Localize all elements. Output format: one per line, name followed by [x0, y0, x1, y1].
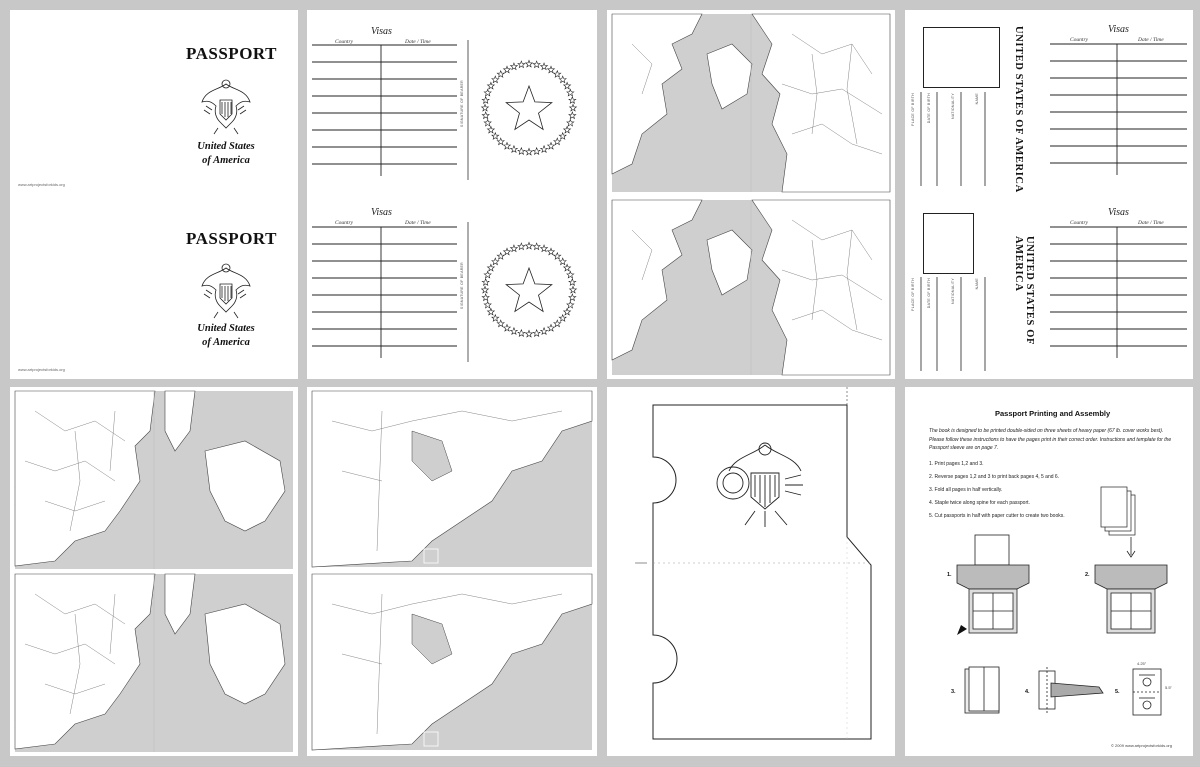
eagle-seal-icon — [715, 435, 813, 531]
world-map-top — [612, 14, 890, 192]
visa-col-country-id-top: Country — [1070, 37, 1089, 43]
ring-star-icon — [569, 112, 576, 119]
ring-star-icon — [526, 60, 533, 67]
ring-star-icon — [518, 243, 525, 250]
visa-col-date-top: Date / Time — [405, 39, 431, 45]
cover-country-line1: United States — [197, 141, 255, 152]
visa-col-date-id-top: Date / Time — [1138, 37, 1164, 43]
page-maps-c — [307, 387, 597, 756]
visa-col-date-bottom: Date / Time — [405, 220, 431, 226]
vertical-rule — [467, 40, 469, 180]
ring-star-icon — [482, 112, 489, 119]
ring-star-icon — [504, 66, 511, 73]
measure-height: 5.5" — [1165, 685, 1172, 690]
ring-star-icon — [564, 308, 571, 315]
ring-star-icon — [541, 63, 548, 70]
ring-star-icon — [484, 301, 491, 308]
ring-star-icon — [526, 242, 533, 249]
page-maps-b — [10, 387, 298, 756]
field-name-bottom: NAME — [975, 278, 979, 290]
page-id — [905, 10, 1193, 379]
cover-website-top: www.artprojectsforkids.org — [18, 182, 65, 187]
id-field-lines-top — [915, 92, 995, 188]
instruction-step: 3. Fold all pages in half vertically. — [929, 487, 1003, 493]
cover-country-top — [186, 140, 266, 168]
instructions-title: Passport Printing and Assembly — [995, 409, 1111, 418]
cover-country-bottom — [186, 322, 266, 350]
finished-passport-icon — [1131, 667, 1163, 717]
ring-star-icon — [482, 104, 489, 111]
ring-star-icon — [559, 76, 566, 83]
measure-width: 4.25" — [1137, 661, 1147, 666]
figure-number: 3. — [951, 689, 956, 695]
ring-star-icon — [554, 253, 561, 260]
ring-star-icon — [482, 279, 489, 286]
instruction-step: 5. Cut passports in half with paper cutter to create two books. — [929, 513, 1065, 519]
ring-star-icon — [559, 315, 566, 322]
ring-star-icon — [567, 89, 574, 96]
ring-star-icon — [541, 245, 548, 252]
ring-star-icon — [559, 133, 566, 140]
ring-star-icon — [564, 126, 571, 133]
id-field-lines-bottom — [915, 277, 995, 373]
copyright-text: © 2009 www.artprojectsforkids.org — [1111, 743, 1172, 748]
visa-col-date-id-bottom: Date / Time — [1138, 220, 1164, 226]
instruction-step: 1. Print pages 1,2 and 3. — [929, 461, 984, 467]
cover-country-line2: of America — [202, 155, 250, 166]
printer-figure-icon — [1093, 537, 1169, 637]
page-instructions — [905, 387, 1193, 756]
ring-star-icon — [497, 71, 504, 78]
cover-country-line2: of America — [202, 337, 250, 348]
visa-table-bottom — [311, 226, 459, 360]
ring-star-icon — [487, 82, 494, 89]
ring-star-icon — [533, 148, 540, 155]
arrow-icon — [957, 625, 967, 635]
ring-star-icon — [548, 325, 555, 332]
ring-star-icon — [482, 97, 489, 104]
ring-star-icon — [570, 104, 577, 111]
cover-title-bottom: PASSPORT — [186, 229, 277, 248]
eagle-seal-icon — [200, 260, 252, 320]
stapler-icon — [1037, 667, 1107, 713]
ring-star-icon — [484, 271, 491, 278]
visa-col-country-top: Country — [335, 39, 354, 45]
ring-star-icon — [570, 286, 577, 293]
field-nationality-bottom: NATIONALITY — [951, 278, 955, 304]
ring-star-icon — [559, 258, 566, 265]
photo-box-bottom — [923, 213, 975, 275]
visa-table-id-top — [1049, 43, 1189, 177]
ring-star-icon — [511, 328, 518, 335]
ring-star-icon — [484, 119, 491, 126]
visa-col-country-bottom: Country — [335, 220, 354, 226]
page-visas — [307, 10, 597, 379]
ring-star-icon — [482, 294, 489, 301]
world-map-bottom — [15, 574, 293, 752]
ring-star-icon — [518, 330, 525, 337]
vertical-rule — [467, 222, 469, 362]
ring-star-icon — [567, 119, 574, 126]
field-dob-bottom: DATE OF BIRTH — [927, 278, 931, 309]
instruction-step: 2. Reverse pages 1,2 and 3 to print back pages 4, 5 and 6. — [929, 474, 1060, 480]
center-star-icon — [506, 268, 552, 311]
ring-star-icon — [497, 320, 504, 327]
star-seal-icon — [479, 58, 579, 158]
instructions-intro: The book is designed to be printed double-sided on three sheets of heavy paper (67 lb. cover works best). Please follow these instructions to have the pages print in their correct order. Instructions and template for the Passport sleeve are on page 7. — [929, 428, 1172, 451]
visa-title-id-bottom: Visas — [1108, 207, 1129, 218]
printer-figure-icon — [955, 527, 1031, 637]
ring-star-icon — [504, 248, 511, 255]
paper-stack-icon — [1101, 485, 1141, 543]
signature-label-top: SIGNATURE OF BEARER — [460, 80, 464, 128]
page-covers — [10, 10, 298, 379]
visa-col-country-id-bottom: Country — [1070, 220, 1089, 226]
page-maps-a — [607, 10, 895, 379]
ring-star-icon — [554, 320, 561, 327]
ring-star-icon — [511, 146, 518, 153]
ring-star-icon — [526, 148, 533, 155]
ring-star-icon — [533, 61, 540, 68]
figure-number: 5. — [1115, 689, 1120, 695]
ring-star-icon — [548, 248, 555, 255]
ring-star-icon — [482, 286, 489, 293]
ring-star-icon — [554, 138, 561, 145]
photo-box-top — [923, 27, 1001, 89]
figure-number: 1. — [947, 572, 952, 578]
cover-website-bottom: www.artprojectsforkids.org — [18, 367, 65, 372]
field-pob-top: PLACE OF BIRTH — [911, 93, 915, 126]
visa-title-bottom: Visas — [371, 207, 392, 218]
eagle-seal-icon — [200, 76, 252, 136]
country-vertical-top: UNITED STATES OF AMERICA — [1013, 26, 1024, 193]
ring-star-icon — [511, 63, 518, 70]
ring-star-icon — [564, 82, 571, 89]
figure-number: 4. — [1025, 689, 1030, 695]
ring-star-icon — [533, 330, 540, 337]
ring-star-icon — [492, 76, 499, 83]
country-vertical-bottom: UNITED STATES OF AMERICA — [1013, 236, 1035, 345]
ring-star-icon — [541, 146, 548, 153]
ring-star-icon — [533, 243, 540, 250]
ring-star-icon — [569, 279, 576, 286]
ring-star-icon — [492, 133, 499, 140]
world-map-top — [15, 391, 293, 569]
field-name-top: NAME — [975, 93, 979, 105]
cover-country-line1: United States — [197, 323, 255, 334]
ring-star-icon — [567, 301, 574, 308]
ring-star-icon — [511, 245, 518, 252]
center-star-icon — [506, 86, 552, 129]
star-seal-icon — [479, 240, 579, 340]
cover-title-top: PASSPORT — [186, 44, 277, 63]
world-map-top — [312, 391, 592, 567]
visa-table-top — [311, 44, 459, 178]
ring-star-icon — [487, 126, 494, 133]
ring-star-icon — [487, 264, 494, 271]
world-map-bottom — [612, 200, 890, 375]
field-dob-top: DATE OF BIRTH — [927, 93, 931, 124]
ring-star-icon — [569, 97, 576, 104]
ring-star-icon — [541, 328, 548, 335]
ring-star-icon — [548, 143, 555, 150]
ring-star-icon — [564, 264, 571, 271]
ring-star-icon — [569, 294, 576, 301]
visa-title-top: Visas — [371, 26, 392, 37]
instruction-step: 4. Staple twice along spine for each passport. — [929, 500, 1030, 506]
ring-star-icon — [518, 148, 525, 155]
field-pob-bottom: PLACE OF BIRTH — [911, 278, 915, 311]
ring-star-icon — [484, 89, 491, 96]
ring-star-icon — [492, 315, 499, 322]
page-sleeve-template — [607, 387, 895, 756]
ring-star-icon — [487, 308, 494, 315]
ring-star-icon — [504, 325, 511, 332]
ring-star-icon — [567, 271, 574, 278]
ring-star-icon — [492, 258, 499, 265]
figure-number: 2. — [1085, 572, 1090, 578]
world-map-bottom — [312, 574, 592, 750]
folded-booklet-icon — [963, 665, 1003, 717]
ring-star-icon — [548, 66, 555, 73]
ring-star-icon — [497, 138, 504, 145]
signature-label-bottom: SIGNATURE OF BEARER — [460, 262, 464, 310]
field-nationality-top: NATIONALITY — [951, 93, 955, 119]
ring-star-icon — [554, 71, 561, 78]
ring-star-icon — [526, 330, 533, 337]
visa-title-id-top: Visas — [1108, 24, 1129, 35]
ring-star-icon — [504, 143, 511, 150]
ring-star-icon — [518, 61, 525, 68]
visa-table-id-bottom — [1049, 226, 1189, 360]
ring-star-icon — [497, 253, 504, 260]
